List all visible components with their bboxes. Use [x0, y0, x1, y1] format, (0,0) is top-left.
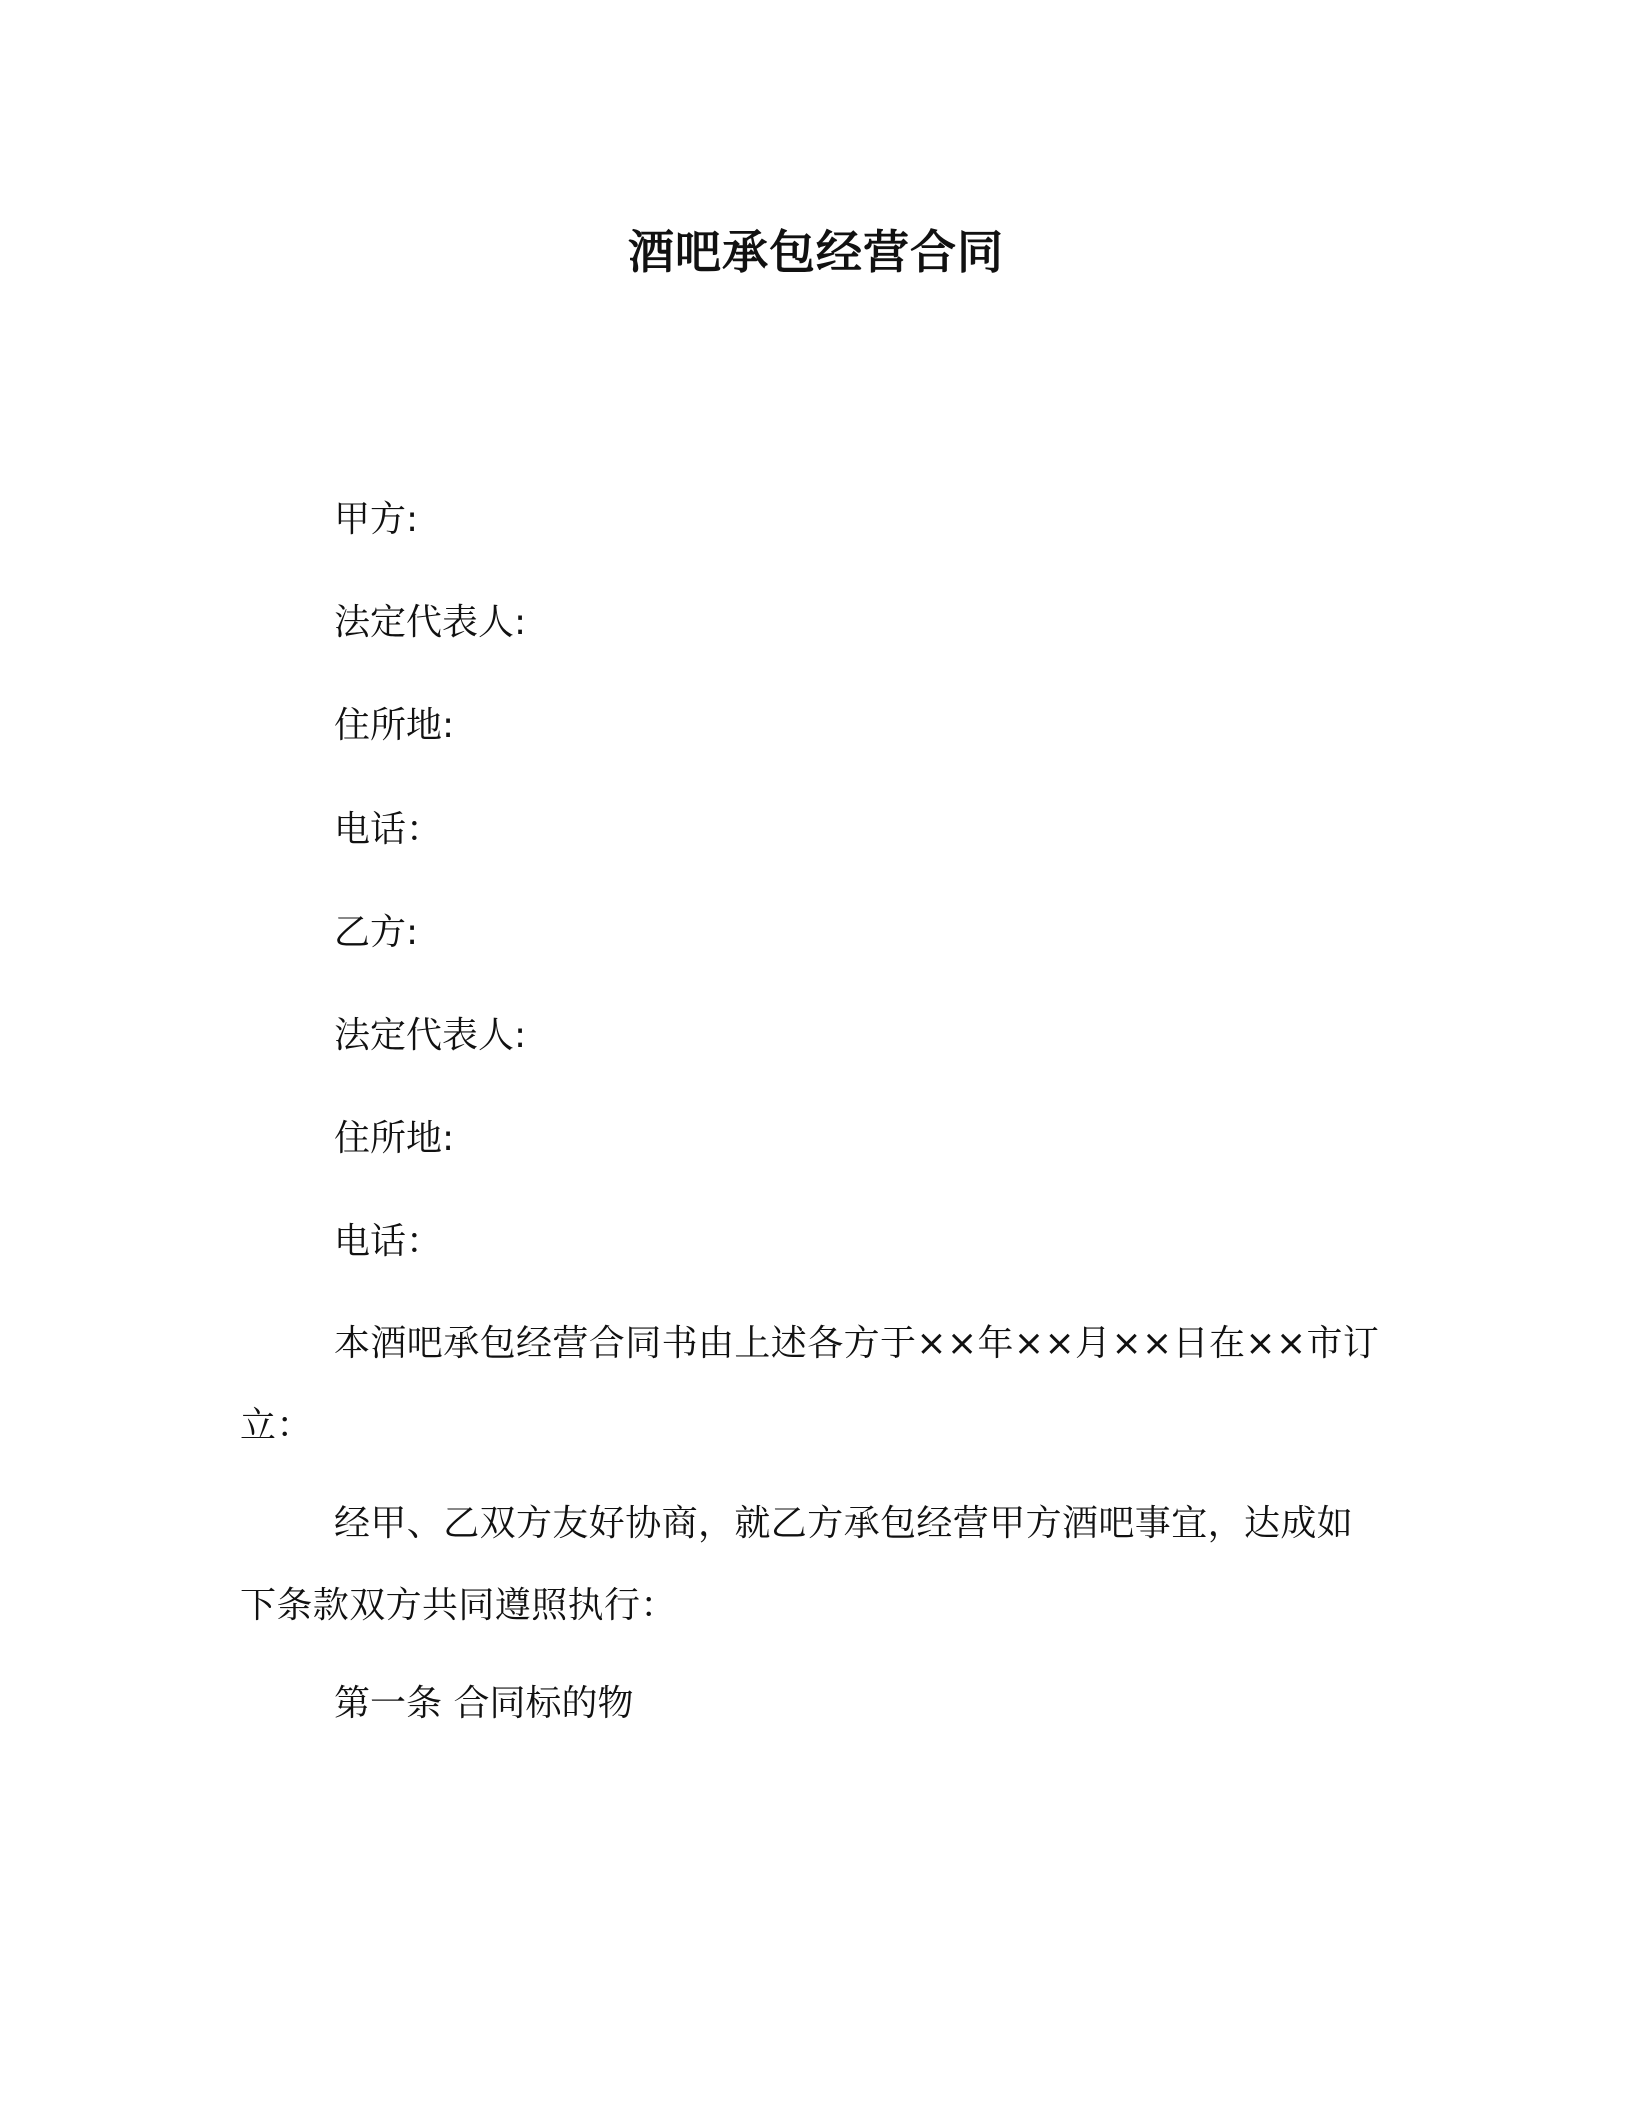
party-a-rep-label: 法定代表人:: [334, 602, 527, 643]
article-1-heading: 第一条 合同标的物: [334, 1683, 634, 1724]
agreement-intro-paragraph: 经甲、乙双方友好协商，就乙方承包经营甲方酒吧事宜，达成如下条款双方共同遵照执行：: [240, 1503, 1354, 1626]
contract-signing-paragraph: 本酒吧承包经营合同书由上述各方于××年××月××日在××市订立：: [240, 1323, 1380, 1446]
party-a-label: 甲方:: [334, 499, 419, 540]
party-b-rep-label: 法定代表人:: [334, 1015, 527, 1056]
party-a-phone-label: 电话：: [334, 809, 443, 850]
party-b-phone-label: 电话：: [334, 1221, 443, 1262]
document-title: 酒吧承包经营合同: [628, 225, 1004, 279]
party-a-address-label: 住所地:: [334, 705, 455, 746]
party-b-address-label: 住所地:: [334, 1118, 455, 1159]
party-b-label: 乙方:: [334, 912, 419, 953]
